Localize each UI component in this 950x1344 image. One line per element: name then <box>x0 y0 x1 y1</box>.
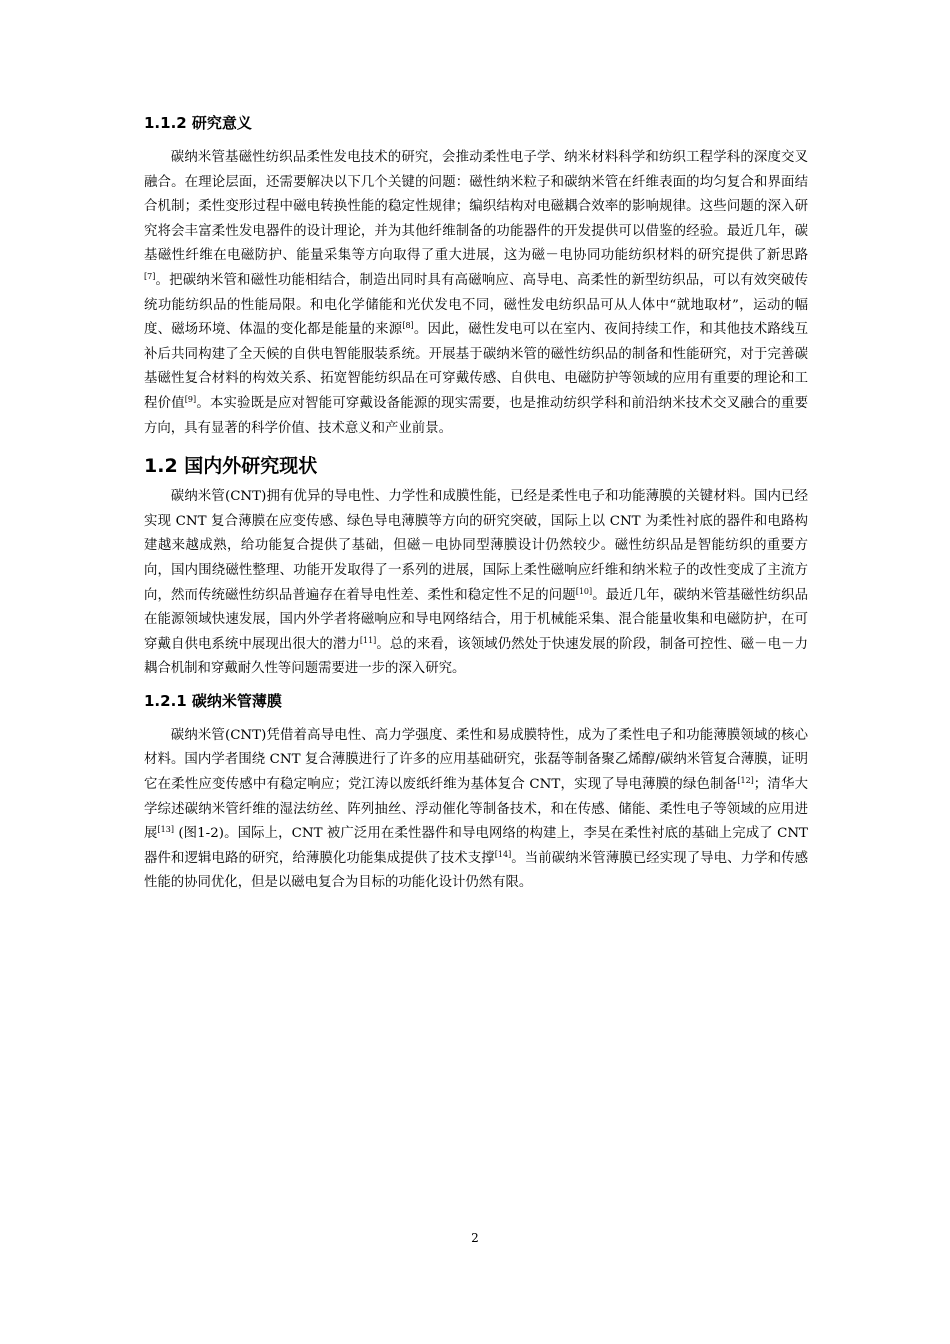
paragraph-text: 。本实验既是应对智能可穿戴设备能源的现实需要，也是推动纺织学科和前沿纳米技术交叉融合的重要方向，具有显著的科学价值、技术意义和产业前景。 <box>144 395 809 436</box>
paragraph-text: 。最近几年，碳纳米管基磁性纺织品在能源领域快速发展，国内外学者将磁响应和导电网络结合，用于机械能采集、混合能量收集和电磁防护，在可穿戴自供电系统中展现出很大的潜力 <box>144 587 808 652</box>
paragraph-research-significance <box>144 146 808 441</box>
section-heading-1-2: 1.2 国内外研究现状 <box>144 455 318 478</box>
paragraph-text: (图1-2)。国际上，CNT 被广泛用在柔性器件和导电网络的构建上，李昊在柔性衬底的基础上完成了 CNT 器件和逻辑电路的研究，给薄膜化功能集成提供了技术支撑 <box>144 826 808 866</box>
paragraph-text: 。把碳纳米管和磁性功能相结合，制造出同时具有高磁响应、高导电、高柔性的新型纺织品，可以有效突破传统功能纺织品的性能局限。和电化学储能和光伏发电不同，磁性发电纺织品可从人体中“就地取材”，运动的幅度、磁场环境、体温的变化都是能量的来源 <box>144 272 808 338</box>
section-heading-1-1-2: 1.1.2 研究意义 <box>144 114 252 132</box>
paragraph-text: 。因此，磁性发电可以在室内、夜间持续工作，和其他技术路线互补后共同构建了全天候的自供电智能服装系统。开展基于碳纳米管的磁性纺织品的制备和性能研究，对于完善碳基磁性复合材料的构效关系、拓宽智能纺织品在可穿戴传感、自供电、电磁防护等领域的应用有重要的理论和工程价值 <box>144 322 808 411</box>
citation-ref: [14] <box>494 849 512 859</box>
paragraph-text: 碳纳米管(CNT)拥有优异的导电性、力学性和成膜性能，已经是柔性电子和功能薄膜的关键材料。国内已经实现 CNT 复合薄膜在应变传感、绿色导电薄膜等方向的研究突破，国际上以 CNT 为柔性衬底的器件和电路构建越来越成熟，给功能复合提供了基础，但磁－电协同型薄膜设计仍然较少。磁性纺织品是智能纺织的重要方向，国内围绕磁性整理、功能开发取得了一系列的进展，国际上柔性磁响应纤维和纳米粒子的改性变成了主流方向，然而传统磁性纺织品普遍存在着导电性差、柔性和稳定性不足的问题 <box>144 489 808 603</box>
paragraph-cnt-film <box>144 724 808 896</box>
paragraph-text: 碳纳米管(CNT)凭借着高导电性、高力学强度、柔性和易成膜特性，成为了柔性电子和功能薄膜领域的核心材料。国内学者围绕 CNT 复合薄膜进行了许多的应用基础研究，张磊等制备聚乙烯醇/碳纳米管复合薄膜，证明它在柔性应变传感中有稳定响应；党江涛以废纸纤维为基体复合 CNT，实现了导电薄膜的绿色制备 <box>144 727 808 793</box>
paragraph-research-status <box>144 485 808 682</box>
section-heading-1-2-1: 1.2.1 碳纳米管薄膜 <box>144 691 282 710</box>
page-number: 2 <box>471 1231 479 1245</box>
citation-ref: [8] <box>402 321 414 331</box>
citation-ref: [13] <box>157 825 174 835</box>
citation-ref: [7] <box>144 271 156 281</box>
page-content <box>144 112 808 896</box>
paragraph-text: 。当前碳纳米管薄膜已经实现了导电、力学和传感性能的协同优化，但是以磁电复合为目标的功能化设计仍然有限。 <box>144 850 809 891</box>
paragraph-text: 。总的来看，该领域仍然处于快速发展的阶段，制备可控性、磁－电－力耦合机制和穿戴耐久性等问题需要进一步的深入研究。 <box>144 636 808 677</box>
paragraph-text: 碳纳米管基磁性纺织品柔性发电技术的研究，会推动柔性电子学、纳米材料科学和纺织工程学科的深度交叉融合。在理论层面，还需要解决以下几个关键的问题：磁性纳米粒子和碳纳米管在纤维表面的均匀复合和界面结合机制；柔性变形过程中磁电转换性能的稳定性规律；编织结构对电磁耦合效率的影响规律。这些问题的深入研究将会丰富柔性发电器件的设计理论，并为其他纤维制备的功能器件的开发提供可以借鉴的经验。最近几年，碳基磁性纤维在电磁防护、能量采集等方向取得了重大进展，这为磁－电协同功能纺织材料的研究提供了新思路 <box>144 150 808 264</box>
citation-ref: [9] <box>184 394 197 404</box>
paragraph-text: ；清华大学综述碳纳米管纤维的湿法纺丝、阵列抽丝、浮动催化等制备技术，和在传感、储能、柔性电子等领域的应用进展 <box>144 777 809 842</box>
citation-ref: [10] <box>575 586 593 596</box>
citation-ref: [12] <box>737 776 754 786</box>
citation-ref: [11] <box>359 635 377 645</box>
